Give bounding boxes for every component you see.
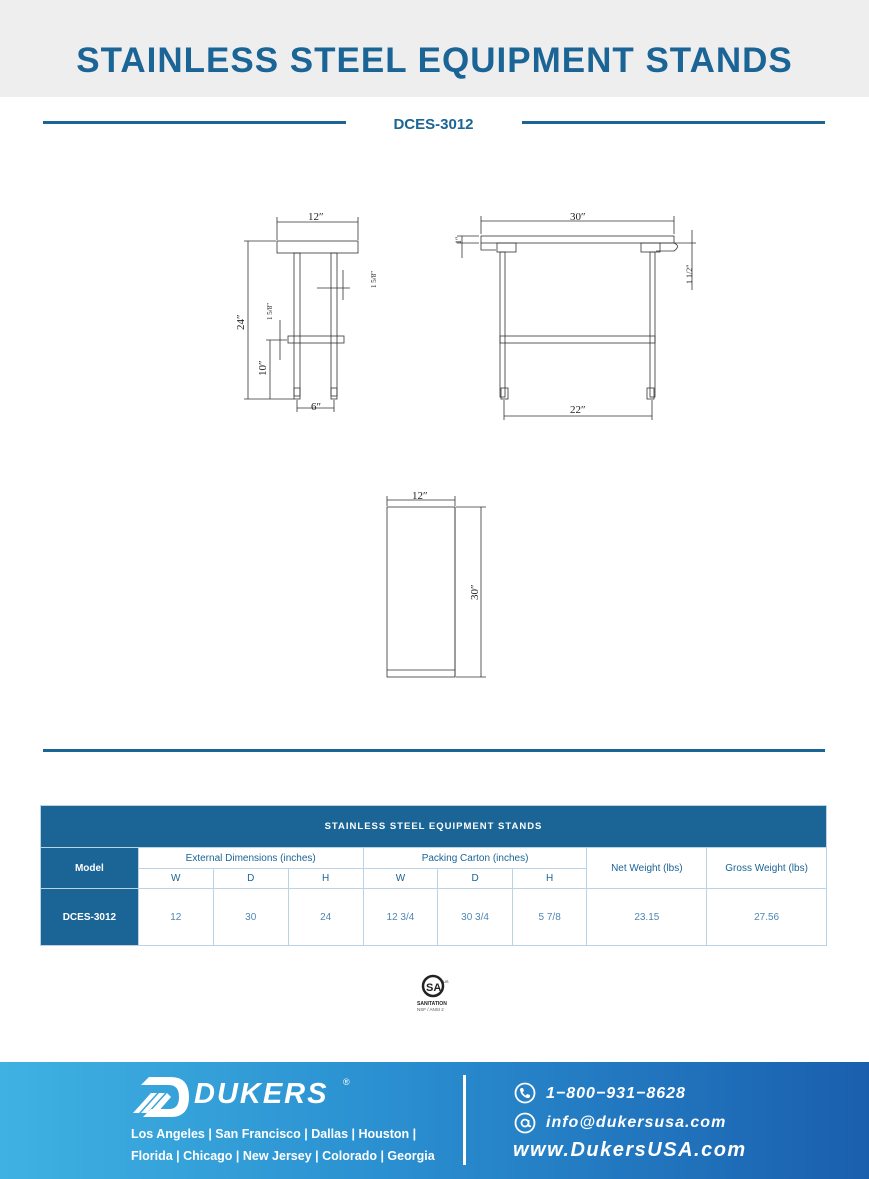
svg-text:6″: 6″ [311,401,322,413]
footer-divider [463,1075,466,1165]
svg-text:12″: 12″ [308,211,324,223]
page-title: STAINLESS STEEL EQUIPMENT STANDS [76,41,793,80]
email-address[interactable]: info@dukersusa.com [546,1114,727,1131]
model-header: Model [41,848,139,889]
ext-w-header: W [138,869,213,889]
table-title: STAINLESS STEEL EQUIPMENT STANDS [41,806,827,848]
svg-text:12″: 12″ [412,490,428,502]
ext-dim-header: External Dimensions (inches) [138,848,363,869]
row-ext-h: 24 [288,889,363,946]
svg-text:SA: SA [426,982,442,994]
svg-text:10″: 10″ [257,360,269,376]
csa-sanitation-icon [412,974,458,1016]
svg-text:SANITATION: SANITATION [417,1001,447,1007]
pack-w-header: W [363,869,438,889]
ext-h-header: H [288,869,363,889]
front-view-drawing [457,216,696,420]
row-model: DCES-3012 [41,889,139,946]
row-gross-weight: 27.56 [707,889,827,946]
cities-line-2: Florida | Chicago | New Jersey | Colorado | Georgia [131,1149,435,1163]
phone-icon [514,1082,536,1104]
svg-text:30″: 30″ [570,211,586,223]
svg-text:NSF / ANSI 2: NSF / ANSI 2 [417,1007,444,1012]
row-net-weight: 23.15 [587,889,707,946]
divider-lower [43,749,825,752]
email-icon [514,1112,536,1134]
gross-weight-header: Gross Weight (lbs) [707,848,827,889]
svg-text:US: US [443,979,449,984]
row-ext-w: 12 [138,889,213,946]
dukers-logo-icon [131,1075,191,1119]
registered-mark: ® [343,1077,350,1087]
website-link[interactable]: www.DukersUSA.com [513,1139,747,1161]
packing-header: Packing Carton (inches) [363,848,587,869]
svg-text:22″: 22″ [570,404,586,416]
ext-d-header: D [213,869,288,889]
brand-name: DUKERS [194,1078,329,1110]
net-weight-header: Net Weight (lbs) [587,848,707,889]
svg-text:24″: 24″ [235,314,247,330]
row-ext-d: 30 [213,889,288,946]
svg-text:1″: 1″ [454,236,463,244]
row-pack-d: 30 3/4 [438,889,513,946]
pack-h-header: H [512,869,587,889]
model-heading: DCES-3012 [393,116,474,133]
table-row [41,889,827,946]
spec-table [40,805,827,946]
phone-number[interactable]: 1−800−931−8628 [546,1085,686,1102]
side-view-drawing [244,217,358,412]
cities-line-1: Los Angeles | San Francisco | Dallas | Houston | [131,1127,417,1141]
row-pack-h: 5 7/8 [512,889,587,946]
svg-text:1 1/2″: 1 1/2″ [685,264,694,284]
pack-d-header: D [438,869,513,889]
svg-text:1 5/8″: 1 5/8″ [370,270,378,288]
svg-text:1 5/8″: 1 5/8″ [266,302,274,320]
row-pack-w: 12 3/4 [363,889,438,946]
svg-text:30″: 30″ [469,584,481,600]
